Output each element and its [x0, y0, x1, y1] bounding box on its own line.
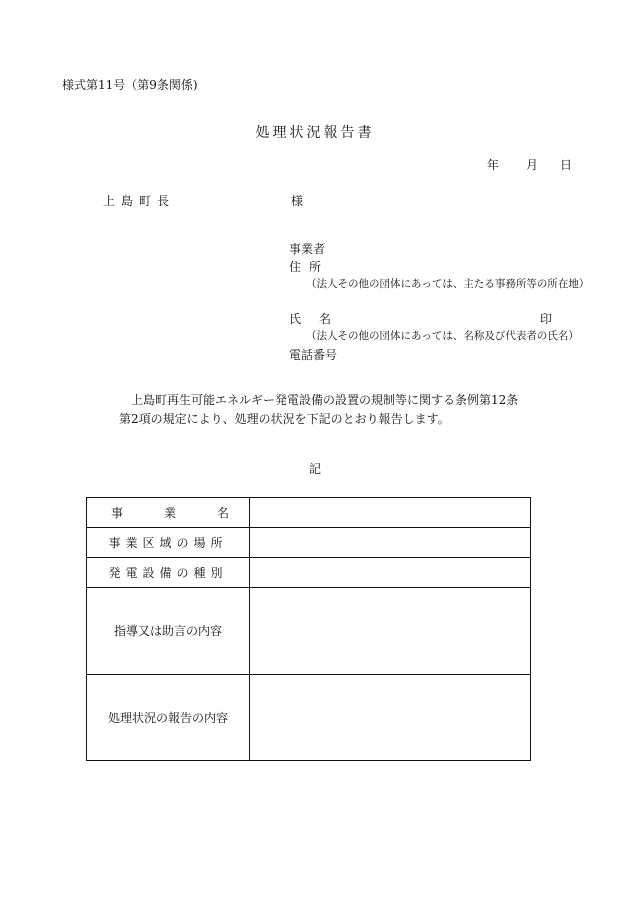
- address-note: （法人その他の団体にあっては、主たる事務所等の所在地）: [306, 278, 590, 290]
- form-number: 様式第11号（第9条関係): [62, 78, 198, 92]
- address-label: 住所: [289, 260, 330, 274]
- phone-label: 電話番号: [289, 348, 338, 362]
- body-text-line-2: 第2項の規定により、処理の状況を下記のとおり報告します。: [119, 412, 450, 426]
- table-row: [87, 558, 531, 588]
- report-table: [86, 497, 531, 761]
- operator-label: 事業者: [289, 242, 326, 256]
- row-label-report-content: 処理状況の報告の内容: [87, 674, 250, 760]
- name-note: （法人その他の団体にあっては、名称及び代表者の氏名）: [306, 330, 579, 342]
- label-char: 業: [163, 506, 176, 521]
- honorific: 様: [291, 194, 304, 208]
- addressee: 上島町長: [103, 194, 176, 208]
- guidance-field[interactable]: [250, 588, 531, 674]
- report-content-field[interactable]: [250, 674, 531, 760]
- business-name-field[interactable]: [250, 498, 531, 528]
- row-label-guidance: 指導又は助言の内容: [87, 588, 250, 674]
- table-row: [87, 674, 531, 760]
- table-row: [87, 498, 531, 528]
- row-label-business-area: 事業区域の場所: [87, 528, 250, 558]
- table-row: [87, 528, 531, 558]
- document-title: 処理状況報告書: [255, 125, 375, 141]
- seal-mark: 印: [540, 312, 553, 326]
- business-area-field[interactable]: [250, 528, 531, 558]
- facility-type-field[interactable]: [250, 558, 531, 588]
- date-day: 日: [560, 158, 573, 172]
- row-label-business-name: [87, 498, 250, 528]
- date-month: 月: [526, 158, 539, 172]
- table-row: [87, 588, 531, 674]
- label-char: 事: [111, 506, 124, 521]
- ki-heading: 記: [308, 462, 321, 476]
- body-text-line-1: 上島町再生可能エネルギー発電設備の設置の規制等に関する条例第12条: [131, 393, 519, 407]
- row-label-facility-type: 発電設備の種別: [87, 558, 250, 588]
- date-year: 年: [487, 158, 500, 172]
- label-char: 名: [216, 506, 229, 521]
- name-label: 氏名: [289, 312, 350, 326]
